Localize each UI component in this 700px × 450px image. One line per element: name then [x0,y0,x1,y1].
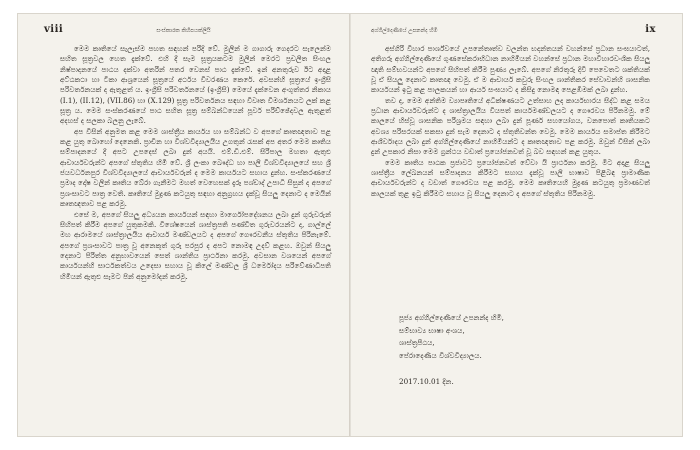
paragraph: අප විසින් අනුමත කළ මෙම ශාස්ත්‍රීය කාර්යය හා සම්බන්ධ ව අපගේ කෘතඥතාව පළ කළ යුතු බොහෝ දෙනෙකි. ප්‍රාචීන හා විශ්වවිද්‍යාලයීය උගතුන් රැසක් අප අතර මෙම කෘතිය සම්පාදනයේ දී අපට උපදෙස් ලබා දුන් අයයි. එම්.ඩී.එම්. සිරිපාල මහතා ඇතුළු ආචාර්යවරුන්ට අපගේ ස්තුතිය හිමි වේ. ශ්‍රී ලංකා බෞද්ධ හා පාලි විශ්වවිද්‍යාලයේ සහ ශ්‍රී ජයවර්ධනපුර විශ්වවිද්‍යාලයේ ආචාර්යවරුන් ද මෙම කාර්යයට සහාය දුන්හ. සංස්කරණයේ ප්‍රමාද දෝෂ වලින් කෘතිය බේරා ගැනීමට මහත් වෙහෙසක් දැරූ පශ්චාද් උපාධි සිසුන් ද අපගේ ප්‍රශංසාවට පාත්‍ර වෙති. කෘතියේ මුද්‍රණ කටයුතු සඳහා අනුග්‍රහය දැක්වූ සියලු දෙනාට ද මෙයින් කෘතඥතාව පළ කරමු. [60,126,331,209]
signature-department: සම්භාව්‍ය භාෂා අංශය, [399,325,465,335]
signature-university: පේරාදෙණිය විශ්වවිද්‍යාලය. [399,350,482,360]
right-page [351,14,682,436]
left-page [18,14,349,436]
page-body [371,44,650,276]
paragraph: එසේ ම, අපගේ සියලු අධ්‍යයන කාර්යයන් සඳහා මාර්ගෝපදේශනය ලබා දුන් ගුරුවරුන් සිහිපත් කිරීම අපගේ යුතුකමකි. විශේෂයෙන් ශාස්ත්‍රපති පණ්ඩිත ගුරුවරයන්ට ද, ගාල්ලේ මහ ආරාමයේ ශාස්ත්‍රාලයීය ආචාර්ය මණ්ඩලයට ද අපගේ ගෞරවනීය ස්තුතිය පිරිනැමේ. අපගේ ප්‍රශංසාවට පාත්‍ර වූ අනෙකුත් ගුරු පරපුර ද අපට නොමඳ උදව් කළහ. ඔවුන් සියලු දෙනාට පිරිත්ත අනුභාවයෙන් සෙත් ශාන්තිය ප්‍රාර්ථනා කරමු. අවසාන වශයෙන් අපගේ කාර්යයන්හි සාර්ථකත්වය උදෙසා සහාය වූ කිලේ මණ්ඩල ශ්‍රී ධර්මෝදය පරිවේණාධිපති හිමියන් ඇතුළු සැමට පින් අනුමෝදන් කරමු. [60,209,331,281]
page-body [60,44,331,422]
page-number: viii [44,24,64,35]
book-spread [18,14,682,436]
paragraph: මෙම කෘතිය පාඨක ප්‍රජාවට ප්‍රයෝජනවත් වේවා යි ප්‍රාර්ථනා කරමු. මීට අදාළ සියලු ශාස්ත්‍රීය ලේඛනයන් සම්පාදනය කිරීමට සහාය දැක්වූ පාලි භාෂාව පිළිබඳ ප්‍රාමාණික ආචාර්යවරුන්ට ද වඩාත් ගෞරවය පළ කරමු. මෙම කෘතියෙහි මුද්‍රණ කටයුතු ප්‍රමාණවත් කාලයක් තුළ ඉටු කිරීමට සහාය වූ සියලු දෙනාට ද අපගේ ස්තුතිය පිරිනමමු. [371,157,650,198]
page-number: ix [645,24,656,35]
running-head: අග්ගිල්දෙණියේ උපනන්ද හිමි [371,28,438,34]
signature-faculty: ශාස්ත්‍රපීඨය, [399,338,435,347]
signature-name: පූජ්‍ය අග්ගිල්දෙණියේ උපනන්ද හිමි, [399,313,504,322]
paragraph: අස්ගිරි විහාර පාර්ශ්වයේ උපනේතෘත්ව වලන්ත භදන්තයන් වහන්සේ ප්‍රධාන සංඝයාටත්, අතිගරු අග්ගිල්දෙණියේ ගුණසේකරාභිධාන නාහිමියන් වහන්සේ ප්‍රධාන මහාවිහාරවංශික සියලු ඥාති සම්භවයන්ට අපගේ සිහිපත් කිරීම පුණ්‍ය ලැබේ. අපගේ නිරතුරු දිවි පෙවෙතට ශක්තියක් වූ ඒ සියලු දෙනාට කෘතඥ වෙමු. ඒ ම ආචාර්ය කවුරු සිංහල ශාන්තිකර සේවාවන්හි ශාසනික කාර්යයන් ඉටු කළ පාලකයන් හා ආර්ය සංඝයාට ද කිසිදු නොමඳ පෙළඹීමක් ලබා දුන්හ. [371,44,650,95]
running-head: සංස්කාරක කිහිපයක්ලියි [156,28,211,34]
paragraph: මෙම කෘතියේ සැලැස්ම පහත සඳහන් පරිදි වේ. මුලින් ම ගාගාරු ගෙදරට සැලෙන්ම සහිත සූත්‍රවල හෙත දැක්වේ. එහි දී සැම සූත්‍රයකටම මුලින් මෙරට ප්‍රචලිත සිංහල නිෂ්පාදනයේ පාඨය දක්වා අතරින් පතර වෙනස් පාඨ දැක්වේ. ඉන් අනතුරුව ඊට අදාළ අට්ඨකථා හා ටීකා ආශ්‍රයෙන් සූත්‍රයේ අර්ථය විවරණය කෙරේ. අවසන්හි සූත්‍රයේ ඉංග්‍රීසි පරිවර්තනයක් ද ඇතුළත් ය. ඉංග්‍රීසි පරිවර්තනයේ (ඉංග්‍රීසි) මෙයේ දැක්වෙන අංගුත්තර නිකාය (I.1), (II.12), (VII.86) හා (X.129) සූත්‍ර පරිවර්තනය සඳහා විවෘත විමර්ශනයට ලක් කළ සූත්‍ර ය. මෙම සංස්කරණයේ පාඨ සහිත සූත්‍ර සම්බන්ධයෙන් පූර්ව පරිච්ඡේදවල ඇතුළත් අදහස් ද සලකා බලනු ලැබේ. [60,44,331,126]
signature-block [399,312,504,389]
paragraph: තව ද, මෙම අන්තිම ව්‍යාපෘතියේ අධීක්ෂණයට උත්සාහ ලද කාර්යභාරය සිද්ධ කළ සමය ප්‍රධාන ආචාර්යවරුන්ට ද ශාස්ත්‍රාලයීය වියපත් කාර්යමණ්ඩලයට ද ගෞරවය පිරිනමමු. මේ කාලයේ හිස්වූ ශාසනික පරිශ්‍රමය සඳහා ලබා දුන් පූර්ණ සහයෝගය, වනපොත් කෘතියකට අවශ්‍ය පරිසරයක් සකසා දුන් සැම දෙනාට ද ස්තුතිවන්ත වෙමු. මෙම කාර්යය සමාප්ත කිරීමට ආශීර්වාදය ලබා දුන් අග්ගිල්දෙණියේ නාහිමියන්ට ද කෘතඥතාව පළ කරමු. ඔවුන් විසින් ලබා දුන් උපකාර නිසා මෙම ග්‍රන්ථය වඩාත් ප්‍රයෝජනවත් වූ බව සඳහන් කළ යුතුය. [371,95,650,157]
signature-date: 2017.10.01 දින. [399,377,454,386]
